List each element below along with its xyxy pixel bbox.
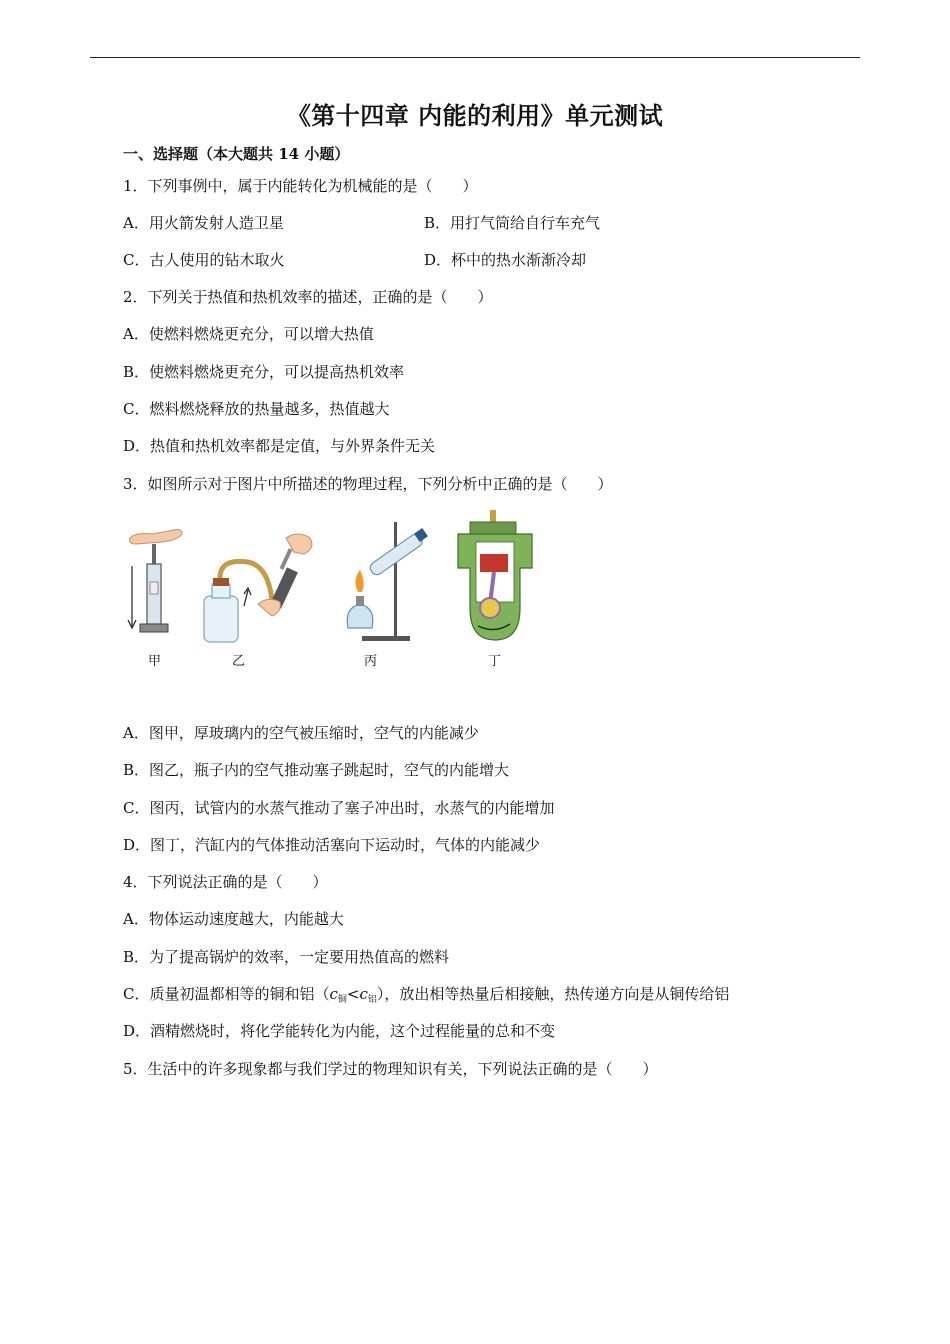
q3-option-a: A．图甲，厚玻璃内的空气被压缩时，空气的内能减少 bbox=[123, 724, 479, 742]
figure-label-jia: 甲 bbox=[148, 654, 162, 669]
less-than-sign: < bbox=[346, 985, 360, 1003]
q1-option-b: B．用打气筒给自行车充气 bbox=[424, 214, 601, 232]
figure-label-yi: 乙 bbox=[232, 654, 246, 669]
q3-option-c: C．图丙，试管内的水蒸气推动了塞子冲出时，水蒸气的内能增加 bbox=[123, 799, 555, 817]
aluminum-subscript: 铝 bbox=[367, 995, 377, 1005]
q3-option-b: B．图乙，瓶子内的空气推动塞子跳起时，空气的内能增大 bbox=[123, 761, 510, 779]
q4-option-c-suffix: ），放出相等热量后相接触，热传递方向是从铜传给铝 bbox=[376, 985, 730, 1003]
copper-subscript: 铜 bbox=[337, 995, 347, 1005]
figure-label-ding: 丁 bbox=[488, 654, 502, 669]
q1-option-d: D．杯中的热水渐渐冷却 bbox=[424, 251, 587, 269]
q2-option-b: B．使燃料燃烧更充分，可以提高热机效率 bbox=[123, 363, 405, 381]
q4-stem: 4．下列说法正确的是（ ） bbox=[123, 873, 328, 891]
q5-stem: 5．生活中的许多现象都与我们学过的物理知识有关，下列说法正确的是（ ） bbox=[123, 1060, 658, 1078]
figure-label-bing: 丙 bbox=[364, 654, 378, 669]
q3-stem: 3．如图所示对于图片中所描述的物理过程，下列分析中正确的是（ ） bbox=[123, 475, 613, 493]
figure-bing-illustration bbox=[332, 518, 442, 648]
figure-jia-illustration bbox=[122, 516, 192, 646]
q1-option-a: A．用火箭发射人造卫星 bbox=[123, 214, 284, 232]
q4-option-b: B．为了提高锅炉的效率，一定要用热值高的燃料 bbox=[123, 948, 450, 966]
q3-option-d: D．图丁，汽缸内的气体推动活塞向下运动时，气体的内能减少 bbox=[123, 836, 541, 854]
q2-option-a: A．使燃料燃烧更充分，可以增大热值 bbox=[123, 325, 374, 343]
specific-heat-symbol-copper: c bbox=[329, 985, 338, 1003]
specific-heat-symbol-aluminum: c bbox=[359, 985, 368, 1003]
q2-option-c: C．燃料燃烧释放的热量越多，热值越大 bbox=[123, 400, 390, 418]
q4-option-d: D．酒精燃烧时，将化学能转化为内能，这个过程能量的总和不变 bbox=[123, 1022, 556, 1040]
q2-option-d: D．热值和热机效率都是定值，与外界条件无关 bbox=[123, 437, 436, 455]
figure-ding-illustration bbox=[450, 508, 540, 648]
q1-stem: 1．下列事例中，属于内能转化为机械能的是（ ） bbox=[123, 177, 478, 195]
q4-option-c bbox=[123, 983, 729, 1005]
q1-option-c: C．古人使用的钻木取火 bbox=[123, 251, 285, 269]
q3-figure-group bbox=[120, 508, 540, 678]
section-heading: 一、选择题（本大题共 14 小题） bbox=[123, 145, 350, 163]
q4-option-a: A．物体运动速度越大，内能越大 bbox=[123, 910, 344, 928]
figure-yi-illustration bbox=[198, 508, 323, 648]
q2-stem: 2．下列关于热值和热机效率的描述，正确的是（ ） bbox=[123, 288, 493, 306]
q4-option-c-prefix: C．质量初温都相等的铜和铝（ bbox=[123, 985, 330, 1003]
header-rule bbox=[90, 57, 860, 58]
page-title: 《第十四章 内能的利用》单元测试 bbox=[286, 101, 664, 130]
